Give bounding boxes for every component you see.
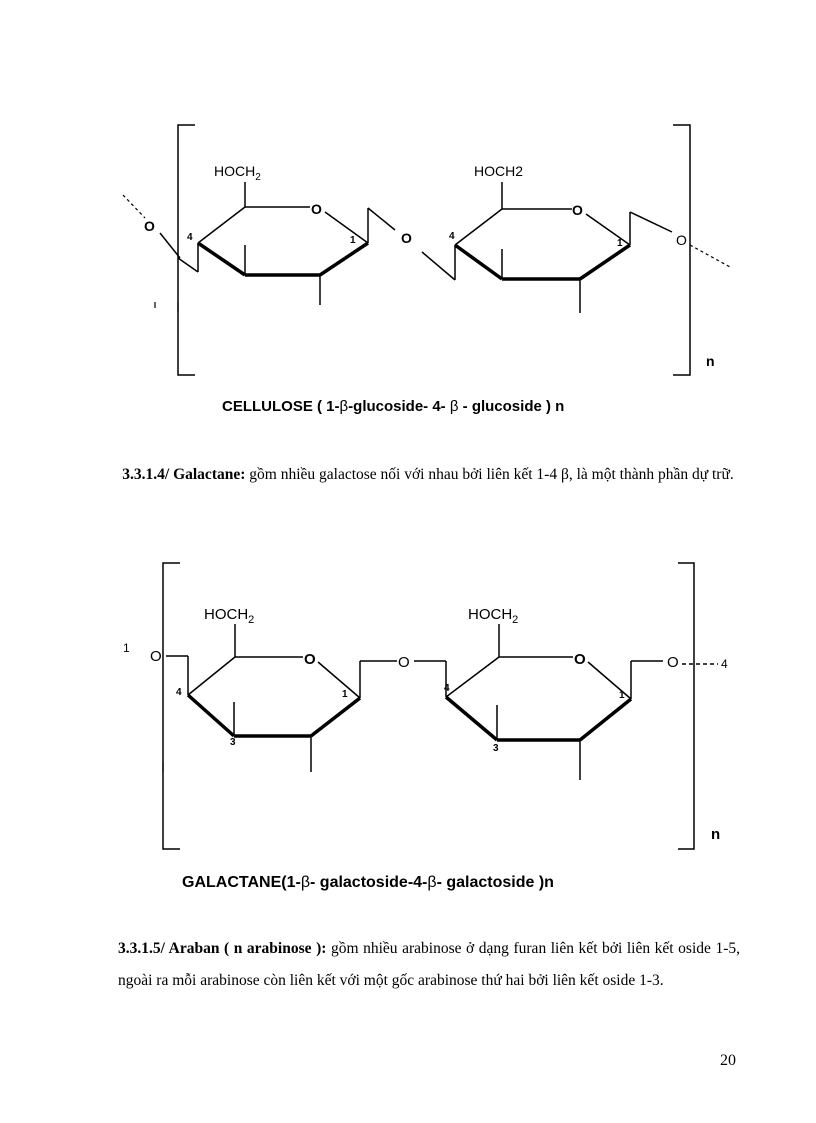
carbon-number-label: 1 xyxy=(350,235,356,246)
galactane-paragraph xyxy=(118,461,738,489)
glucose-ring-right xyxy=(422,182,672,313)
caption-text: -glucoside- 4- xyxy=(348,398,450,415)
hoch2-label: $HOCH_2$ xyxy=(468,606,519,626)
ring-oxygen-label: O xyxy=(311,201,322,217)
glucose-ring-left xyxy=(160,182,395,305)
end-position-label: 4 xyxy=(721,657,728,671)
caption-text: GALACTANE(1- xyxy=(182,874,301,891)
caption-text: - galactoside-4- xyxy=(310,874,428,891)
caption-text: CELLULOSE ( 1- xyxy=(222,398,340,415)
galactane-structure-diagram xyxy=(0,550,816,870)
hoch2-label: $HOCH_2$ xyxy=(204,606,255,626)
bridge-oxygen-label: O xyxy=(398,654,410,671)
cellulose-caption xyxy=(222,398,564,415)
page-number: 20 xyxy=(720,1052,736,1069)
galactose-ring-right xyxy=(414,624,663,780)
galactose-ring-left xyxy=(166,624,397,772)
bridge-oxygen-label: O xyxy=(401,230,412,246)
dashed-bond-right xyxy=(690,245,730,267)
caption-text: - galactoside )n xyxy=(436,874,554,891)
paragraph-text: gồm nhiều galactose nối với nhau bởi liên kết 1-4 β, là một thành phần dự trữ. xyxy=(245,466,734,483)
carbon-number-label: 4 xyxy=(176,687,182,698)
ring-oxygen-label: O xyxy=(572,202,583,218)
repeat-n-label: n xyxy=(711,826,721,843)
ring-oxygen-label: O xyxy=(304,651,316,668)
cellulose-structure-diagram xyxy=(0,0,816,420)
carbon-number-label: 4 xyxy=(187,232,193,243)
carbon-number-label: 4 xyxy=(449,231,455,242)
beta-symbol: β xyxy=(300,874,311,891)
bracket-left xyxy=(163,563,180,849)
repeat-n-label: n xyxy=(706,353,715,369)
end-oxygen-label: O xyxy=(676,232,687,248)
carbon-number-label: 1 xyxy=(617,238,623,249)
caption-text: - glucoside ) n xyxy=(458,398,565,415)
section-heading: 3.3.1.4/ Galactane: xyxy=(122,466,246,483)
carbon-number-label: 1 xyxy=(619,690,625,701)
carbon-number-label: 3 xyxy=(493,743,499,754)
end-oxygen-label: O xyxy=(144,218,155,234)
ring-oxygen-label: O xyxy=(574,651,586,668)
end-position-label: 1 xyxy=(123,641,130,655)
end-oxygen-label: O xyxy=(150,648,162,665)
galactane-caption xyxy=(182,874,554,892)
dashed-bond-left xyxy=(123,195,145,218)
paragraph-text: gồm nhiều arabinose ở dạng furan liên kết bởi liên kết oside 1-5, ngoài ra mỗi arabinose còn liên kết với một gốc arabinose thứ hai bởi liên kết oside 1-3. xyxy=(118,940,740,989)
hoch2-label: HOCH2 xyxy=(474,163,524,179)
section-heading: 3.3.1.5/ Araban ( n arabinose ): xyxy=(118,940,327,957)
beta-symbol: β xyxy=(339,398,349,415)
carbon-number-label: 3 xyxy=(230,737,236,748)
hoch2-label: $HOCH_2$ xyxy=(214,163,261,183)
beta-symbol: β xyxy=(449,398,459,415)
carbon-number-label: 4 xyxy=(444,683,450,694)
bracket-right xyxy=(678,563,694,849)
carbon-number-label: 1 xyxy=(342,689,348,700)
end-oxygen-label: O xyxy=(667,654,679,671)
beta-symbol: β xyxy=(427,874,437,891)
bracket-right xyxy=(673,125,690,375)
bracket-left xyxy=(178,125,195,375)
araban-paragraph xyxy=(118,933,740,997)
